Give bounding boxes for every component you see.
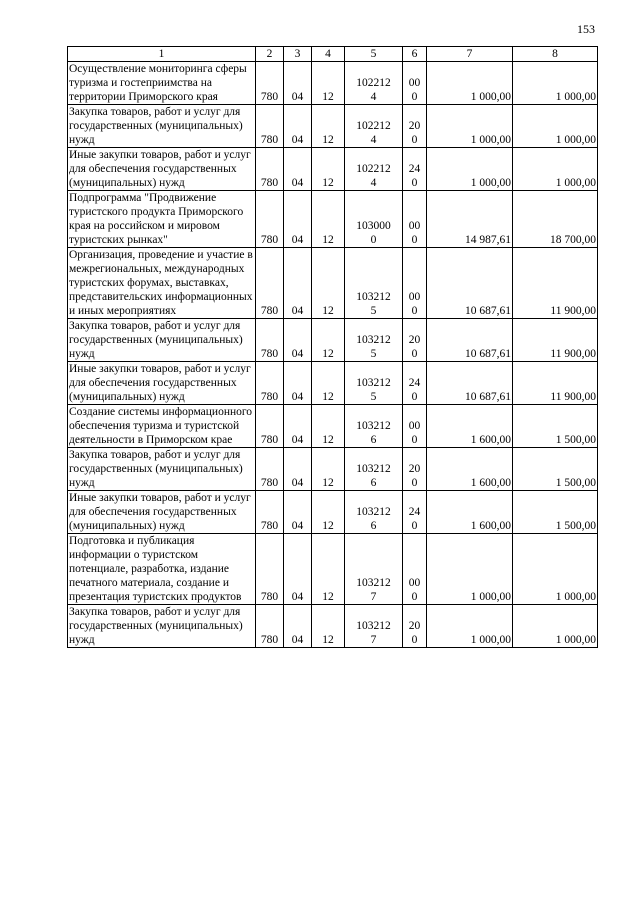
expense-type-cell <box>403 605 427 648</box>
expense-type-part2: 0 <box>411 634 418 646</box>
amount-year2-cell: 1 000,00 <box>513 605 598 648</box>
table-row <box>68 362 598 405</box>
section-code-cell: 04 <box>284 362 312 405</box>
target-code-part2: 0 <box>370 234 377 246</box>
section-code-cell: 04 <box>284 148 312 191</box>
header-cell: 4 <box>312 47 345 62</box>
page-number: 153 <box>577 22 595 36</box>
header-cell: 7 <box>427 47 513 62</box>
expense-type-part1: 20 <box>408 334 421 346</box>
header-cell: 5 <box>345 47 403 62</box>
expense-type-part2: 0 <box>411 234 418 246</box>
expense-type-part2: 0 <box>411 477 418 489</box>
budget-table <box>67 46 598 648</box>
ministry-code-cell: 780 <box>256 319 284 362</box>
table-row <box>68 534 598 605</box>
target-code-part1: 103212 <box>356 577 391 589</box>
amount-year1-cell: 10 687,61 <box>427 319 513 362</box>
section-code-cell: 04 <box>284 105 312 148</box>
expense-type-cell <box>403 534 427 605</box>
row-name-cell: Закупка товаров, работ и услуг для государственных (муниципальных) нужд <box>68 605 256 648</box>
table-row <box>68 448 598 491</box>
expense-type-cell <box>403 362 427 405</box>
ministry-code-cell: 780 <box>256 105 284 148</box>
target-code-part1: 103212 <box>356 291 391 303</box>
section-code-cell: 04 <box>284 491 312 534</box>
target-code-part2: 4 <box>370 134 377 146</box>
expense-type-cell <box>403 248 427 319</box>
subsection-code-cell: 12 <box>312 362 345 405</box>
target-code-part1: 103212 <box>356 463 391 475</box>
amount-year1-cell: 10 687,61 <box>427 248 513 319</box>
ministry-code-cell: 780 <box>256 62 284 105</box>
ministry-code-cell: 780 <box>256 405 284 448</box>
expense-type-cell <box>403 491 427 534</box>
row-name-cell: Иные закупки товаров, работ и услуг для обеспечения государственных (муниципальных) нужд <box>68 491 256 534</box>
ministry-code-cell: 780 <box>256 248 284 319</box>
row-name-cell: Иные закупки товаров, работ и услуг для обеспечения государственных (муниципальных) нужд <box>68 362 256 405</box>
subsection-code-cell: 12 <box>312 105 345 148</box>
amount-year2-cell: 1 000,00 <box>513 62 598 105</box>
amount-year2-cell: 1 500,00 <box>513 448 598 491</box>
amount-year1-cell: 1 600,00 <box>427 405 513 448</box>
section-code-cell: 04 <box>284 248 312 319</box>
section-code-cell: 04 <box>284 605 312 648</box>
row-name-cell: Организация, проведение и участие в межрегиональных, международных туристских форумах, выставках, представительских информационных и иных мероприятиях <box>68 248 256 319</box>
subsection-code-cell: 12 <box>312 248 345 319</box>
row-name-cell: Подпрограмма "Продвижение туристского продукта Приморского края на российском и мировом туристских рынках" <box>68 191 256 248</box>
amount-year1-cell: 1 600,00 <box>427 491 513 534</box>
target-code-part2: 5 <box>370 305 377 317</box>
expense-type-part2: 0 <box>411 305 418 317</box>
expense-type-part1: 24 <box>408 506 421 518</box>
row-name-cell: Закупка товаров, работ и услуг для государственных (муниципальных) нужд <box>68 319 256 362</box>
subsection-code-cell: 12 <box>312 534 345 605</box>
target-code-cell <box>345 491 403 534</box>
target-code-part2: 6 <box>370 477 377 489</box>
table-row <box>68 605 598 648</box>
target-code-part1: 102212 <box>356 120 391 132</box>
target-code-part2: 6 <box>370 520 377 532</box>
expense-type-cell <box>403 405 427 448</box>
amount-year2-cell: 11 900,00 <box>513 319 598 362</box>
expense-type-cell <box>403 148 427 191</box>
row-name-cell: Осуществление мониторинга сферы туризма и гостеприимства на территории Приморского края <box>68 62 256 105</box>
header-cell: 1 <box>68 47 256 62</box>
amount-year2-cell: 11 900,00 <box>513 362 598 405</box>
ministry-code-cell: 780 <box>256 148 284 191</box>
target-code-cell <box>345 605 403 648</box>
table-row <box>68 148 598 191</box>
target-code-part1: 102212 <box>356 163 391 175</box>
table-row <box>68 105 598 148</box>
subsection-code-cell: 12 <box>312 62 345 105</box>
section-code-cell: 04 <box>284 405 312 448</box>
ministry-code-cell: 780 <box>256 362 284 405</box>
target-code-part2: 5 <box>370 348 377 360</box>
amount-year2-cell: 11 900,00 <box>513 248 598 319</box>
expense-type-cell <box>403 62 427 105</box>
subsection-code-cell: 12 <box>312 405 345 448</box>
expense-type-part2: 0 <box>411 520 418 532</box>
amount-year2-cell: 18 700,00 <box>513 191 598 248</box>
target-code-part1: 103000 <box>356 220 391 232</box>
section-code-cell: 04 <box>284 534 312 605</box>
expense-type-part2: 0 <box>411 134 418 146</box>
amount-year2-cell: 1 500,00 <box>513 491 598 534</box>
target-code-cell <box>345 248 403 319</box>
ministry-code-cell: 780 <box>256 191 284 248</box>
target-code-cell <box>345 191 403 248</box>
expense-type-part2: 0 <box>411 591 418 603</box>
table-row <box>68 62 598 105</box>
section-code-cell: 04 <box>284 448 312 491</box>
table-row <box>68 491 598 534</box>
target-code-part1: 102212 <box>356 77 391 89</box>
target-code-part2: 5 <box>370 391 377 403</box>
expense-type-part1: 24 <box>408 163 421 175</box>
amount-year1-cell: 1 000,00 <box>427 105 513 148</box>
row-name-cell: Закупка товаров, работ и услуг для государственных (муниципальных) нужд <box>68 448 256 491</box>
ministry-code-cell: 780 <box>256 605 284 648</box>
table-row <box>68 191 598 248</box>
header-cell: 3 <box>284 47 312 62</box>
expense-type-part1: 00 <box>408 420 421 432</box>
expense-type-part2: 0 <box>411 348 418 360</box>
target-code-part1: 103212 <box>356 377 391 389</box>
target-code-part2: 4 <box>370 177 377 189</box>
amount-year1-cell: 14 987,61 <box>427 191 513 248</box>
section-code-cell: 04 <box>284 319 312 362</box>
header-cell: 6 <box>403 47 427 62</box>
expense-type-part1: 20 <box>408 463 421 475</box>
subsection-code-cell: 12 <box>312 319 345 362</box>
target-code-part2: 4 <box>370 91 377 103</box>
target-code-part2: 7 <box>370 634 377 646</box>
target-code-cell <box>345 448 403 491</box>
target-code-part2: 6 <box>370 434 377 446</box>
target-code-cell <box>345 362 403 405</box>
section-code-cell: 04 <box>284 62 312 105</box>
table-row <box>68 319 598 362</box>
expense-type-cell <box>403 191 427 248</box>
target-code-cell <box>345 62 403 105</box>
ministry-code-cell: 780 <box>256 491 284 534</box>
section-code-cell: 04 <box>284 191 312 248</box>
header-row <box>68 47 598 62</box>
expense-type-cell <box>403 319 427 362</box>
target-code-part1: 103212 <box>356 620 391 632</box>
expense-type-part1: 00 <box>408 577 421 589</box>
expense-type-part2: 0 <box>411 177 418 189</box>
amount-year1-cell: 1 000,00 <box>427 62 513 105</box>
amount-year1-cell: 1 000,00 <box>427 148 513 191</box>
subsection-code-cell: 12 <box>312 605 345 648</box>
target-code-part1: 103212 <box>356 334 391 346</box>
target-code-cell <box>345 148 403 191</box>
row-name-cell: Иные закупки товаров, работ и услуг для обеспечения государственных (муниципальных) нужд <box>68 148 256 191</box>
row-name-cell: Подготовка и публикация информации о туристском потенциале, разработка, издание печатного материала, создание и презентация туристских продуктов <box>68 534 256 605</box>
target-code-part2: 7 <box>370 591 377 603</box>
subsection-code-cell: 12 <box>312 491 345 534</box>
expense-type-part1: 20 <box>408 620 421 632</box>
row-name-cell: Закупка товаров, работ и услуг для государственных (муниципальных) нужд <box>68 105 256 148</box>
expense-type-part2: 0 <box>411 391 418 403</box>
target-code-cell <box>345 405 403 448</box>
target-code-part1: 103212 <box>356 420 391 432</box>
subsection-code-cell: 12 <box>312 448 345 491</box>
expense-type-part1: 24 <box>408 377 421 389</box>
table-row <box>68 405 598 448</box>
expense-type-cell <box>403 448 427 491</box>
amount-year1-cell: 1 600,00 <box>427 448 513 491</box>
amount-year1-cell: 10 687,61 <box>427 362 513 405</box>
expense-type-part2: 0 <box>411 434 418 446</box>
amount-year2-cell: 1 000,00 <box>513 534 598 605</box>
expense-type-part1: 00 <box>408 291 421 303</box>
table-row <box>68 248 598 319</box>
expense-type-part1: 00 <box>408 220 421 232</box>
expense-type-part1: 00 <box>408 77 421 89</box>
row-name-cell: Создание системы информационного обеспечения туризма и туристской деятельности в Приморском крае <box>68 405 256 448</box>
header-cell: 2 <box>256 47 284 62</box>
expense-type-part2: 0 <box>411 91 418 103</box>
target-code-cell <box>345 319 403 362</box>
amount-year2-cell: 1 000,00 <box>513 148 598 191</box>
ministry-code-cell: 780 <box>256 448 284 491</box>
target-code-cell <box>345 534 403 605</box>
target-code-cell <box>345 105 403 148</box>
amount-year2-cell: 1 000,00 <box>513 105 598 148</box>
expense-type-part1: 20 <box>408 120 421 132</box>
amount-year1-cell: 1 000,00 <box>427 605 513 648</box>
ministry-code-cell: 780 <box>256 534 284 605</box>
subsection-code-cell: 12 <box>312 191 345 248</box>
expense-type-cell <box>403 105 427 148</box>
target-code-part1: 103212 <box>356 506 391 518</box>
amount-year1-cell: 1 000,00 <box>427 534 513 605</box>
amount-year2-cell: 1 500,00 <box>513 405 598 448</box>
subsection-code-cell: 12 <box>312 148 345 191</box>
header-cell: 8 <box>513 47 598 62</box>
